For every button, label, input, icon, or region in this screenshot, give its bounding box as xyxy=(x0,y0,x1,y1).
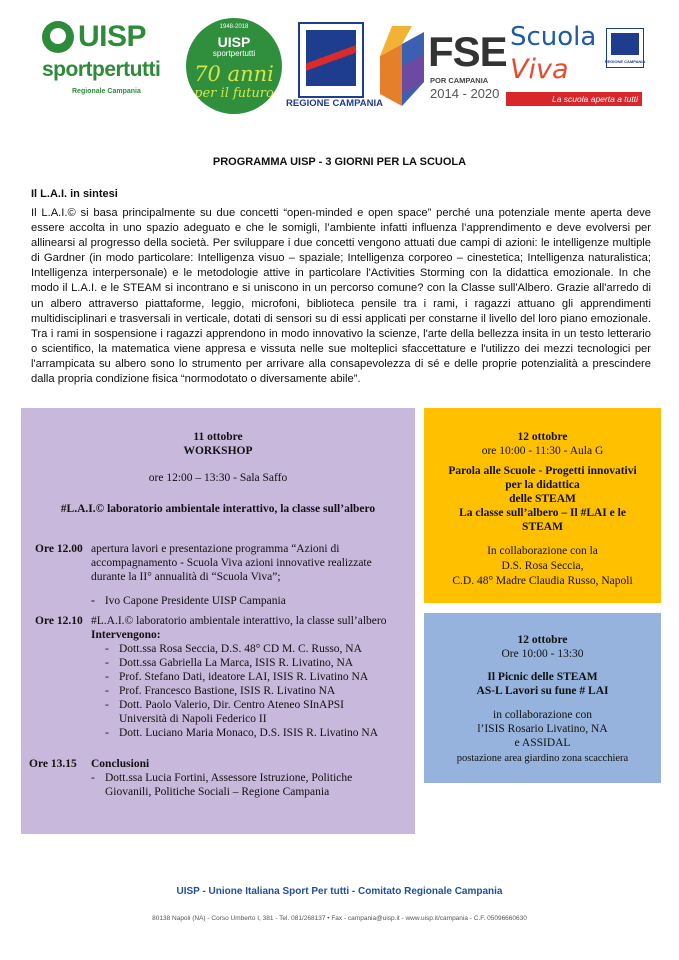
session3-speaker-2: Giovanili, Politiche Sociali – Regione Campania xyxy=(105,786,330,798)
speaker-item: - Dott. Luciano Maria Monaco, D.S. ISIS R. Livatino NA xyxy=(105,727,379,739)
uisp-ball-icon xyxy=(42,21,74,53)
picnic-title-2: AS-L Lavori su fune # LAI xyxy=(476,685,609,697)
workshop-topic: #L.A.I.© laboratorio ambientale interattivo, la classe sull’albero xyxy=(60,503,376,515)
intro-paragraph: Il L.A.I.© si basa principalmente su due concetti “open-minded e open space” perché una potenziale mente aperta deve essere accolta in uno spazio adeguato e che le somigli, l’ambiente infatti influenza l’apprendimento e deve evolversi per allinearsi al progresso della società. Per sviluppare i due concetti vengono attuati due campi di azioni: le intelligenze multiple di Gardner (in modo particolare: Intelligenza visuo – spaziale; Intelligenza corporeo – cinestetica; Intelligenza naturalistica; Intelligenza interpersonale) e le metodologie attive in particolare l'Activities Storming con la didattica emozionale. In che modo il L.A.I. e le STEAM si incontrano e si uniscono in un percorso comune? con la Classe sull'Albero. Grazie all'arredo di un albero attraverso piattaforme, leggio, microfoni, biblioteca pensile tra i rami, i ragazzi attuano gli apprendimenti multidisciplinari e trasversali in verticale, dotati di sensori su di essi applicati per constarne il livello del loro piano emozionale. Tra i rami in sospensione i ragazzi apprendono in modo innovativo la scienze, l'arte della bellezza insita in un testo letterario o scientifico, la matematica viene appresa e vissuta nelle sue molteplici sfaccettature e l'utilizzo dei mezzi tecnologici per l'arrampicata su albero sono lo strumento per arrivare alla consapevolezza di sé e delle proprie potenzialità a prescindere dalla propria condizione fisica “normodotato o diversamente abile”. xyxy=(31,207,651,386)
aula-g-box xyxy=(424,408,661,603)
aula-collab-line: In collaborazione con la xyxy=(487,545,598,557)
fse-name: FSE xyxy=(428,28,507,75)
page-title: PROGRAMMA UISP - 3 GIORNI PER LA SCUOLA xyxy=(212,156,467,168)
anniversary-motto-2: per il futuro xyxy=(194,86,274,101)
logo-header xyxy=(0,14,679,114)
scuola-viva-word1: Scuola xyxy=(510,22,597,52)
session1-speaker: - Ivo Capone Presidente UISP Campania xyxy=(91,595,286,607)
speaker-item: - Dott. Paolo Valerio, Dir. Centro Ateneo SInAPSI xyxy=(105,699,344,711)
speaker-item: - Prof. Francesco Bastione, ISIS R. Livatino NA xyxy=(105,685,336,697)
workshop-box xyxy=(21,408,415,834)
scuola-viva-logo xyxy=(506,22,646,112)
intro-heading: Il L.A.I. in sintesi xyxy=(31,188,118,200)
aula-title-line: STEAM xyxy=(522,521,563,533)
fse-emblem-icon xyxy=(380,26,424,106)
session2-intro: Intervengono: xyxy=(91,629,161,641)
picnic-date: 12 ottobre xyxy=(517,634,568,646)
scuola-viva-tagline: La scuola aperta a tutti xyxy=(506,92,642,106)
fse-years: 2014 - 2020 xyxy=(430,86,500,101)
uisp-logo-region: Regionale Campania xyxy=(72,88,141,95)
anniversary-tagline: sportpertutti xyxy=(212,49,256,58)
session1-time: Ore 12.00 xyxy=(35,543,83,555)
picnic-collab-line: l’ISIS Rosario Livatino, NA xyxy=(477,723,608,735)
regione-shield-icon xyxy=(298,22,364,98)
picnic-title-1: Il Picnic delle STEAM xyxy=(487,671,598,683)
session1-text-3: durante la II° annualità di “Scuola Viva”; xyxy=(91,571,281,583)
session3-time: Ore 13.15 xyxy=(29,758,77,770)
aula-time-place: ore 10:00 - 11:30 - Aula G xyxy=(481,445,604,457)
aula-title-line: La classe sull’albero – Il #LAI e le xyxy=(459,507,626,519)
regione-emblem-icon xyxy=(606,28,644,68)
picnic-collab-line: e ASSIDAL xyxy=(514,737,571,749)
aula-title-line: Parola alle Scuole - Progetti innovativi xyxy=(448,465,637,477)
speaker-item: - Dott.ssa Gabriella La Marca, ISIS R. Livatino, NA xyxy=(105,657,354,669)
picnic-time: Ore 10:00 - 13:30 xyxy=(501,648,584,660)
regione-campania-logo xyxy=(286,22,383,114)
aula-title-line: delle STEAM xyxy=(509,493,576,505)
uisp-logo-tagline: sportpertutti xyxy=(42,58,161,81)
picnic-collab-line: in collaborazione con xyxy=(493,709,592,721)
session3-speaker-1: - Dott.ssa Lucia Fortini, Assessore Istruzione, Politiche xyxy=(91,772,353,784)
session3-label: Conclusioni xyxy=(91,758,150,770)
aula-collab-line: D.S. Rosa Seccia, xyxy=(501,560,584,572)
session2-text: #L.A.I.© laboratorio ambientale interattivo, la classe sull’albero xyxy=(91,615,387,627)
anniversary-logo xyxy=(186,18,282,114)
aula-date: 12 ottobre xyxy=(517,431,568,443)
picnic-location: postazione area giardino zona scacchiera xyxy=(456,753,629,764)
fse-logo xyxy=(378,24,507,114)
session2-time: Ore 12.10 xyxy=(35,615,83,627)
fse-sub: POR CAMPANIA xyxy=(430,76,489,85)
speaker-item: - Prof. Stefano Dati, ideatore LAI, ISIS R. Livatino NA xyxy=(105,671,369,683)
regione-name: REGIONE CAMPANIA xyxy=(286,98,383,109)
session1-text-1: apertura lavori e presentazione programma “Azioni di xyxy=(91,543,340,555)
speaker-item-continuation: Università di Napoli Federico II xyxy=(119,713,267,725)
anniversary-name: UISP xyxy=(217,34,251,50)
speaker-item: - Dott.ssa Rosa Seccia, D.S. 48° CD M. C. Russo, NA xyxy=(105,643,362,655)
anniversary-years: 1948-2018 xyxy=(219,24,249,30)
footer-contacts: 80138 Napoli (NA) - Corso Umberto I, 381 - Tel. 081/268137 • Fax - campania@uisp.it - www.uisp.it/campania - C.F. 05096660630 xyxy=(152,915,527,922)
anniversary-motto-1: 70 anni xyxy=(194,62,274,86)
scuola-viva-emblem-text: REGIONE CAMPANIA xyxy=(604,59,646,64)
workshop-date: 11 ottobre xyxy=(193,431,243,443)
footer-organization: UISP - Unione Italiana Sport Per tutti - Comitato Regionale Campania xyxy=(176,886,503,897)
aula-title-line: per la didattica xyxy=(505,479,580,491)
workshop-label: WORKSHOP xyxy=(183,445,253,457)
picnic-box xyxy=(424,613,661,783)
session1-text-2: accompagnamento - Scuola Viva azioni innovative realizzate xyxy=(91,557,372,569)
aula-collab-line: C.D. 48° Madre Claudia Russo, Napoli xyxy=(452,575,633,587)
workshop-time-place: ore 12:00 – 13:30 - Sala Saffo xyxy=(148,472,288,484)
uisp-logo-name: UISP xyxy=(78,20,147,53)
scuola-viva-word2: Viva xyxy=(510,54,569,85)
uisp-logo xyxy=(42,20,180,104)
